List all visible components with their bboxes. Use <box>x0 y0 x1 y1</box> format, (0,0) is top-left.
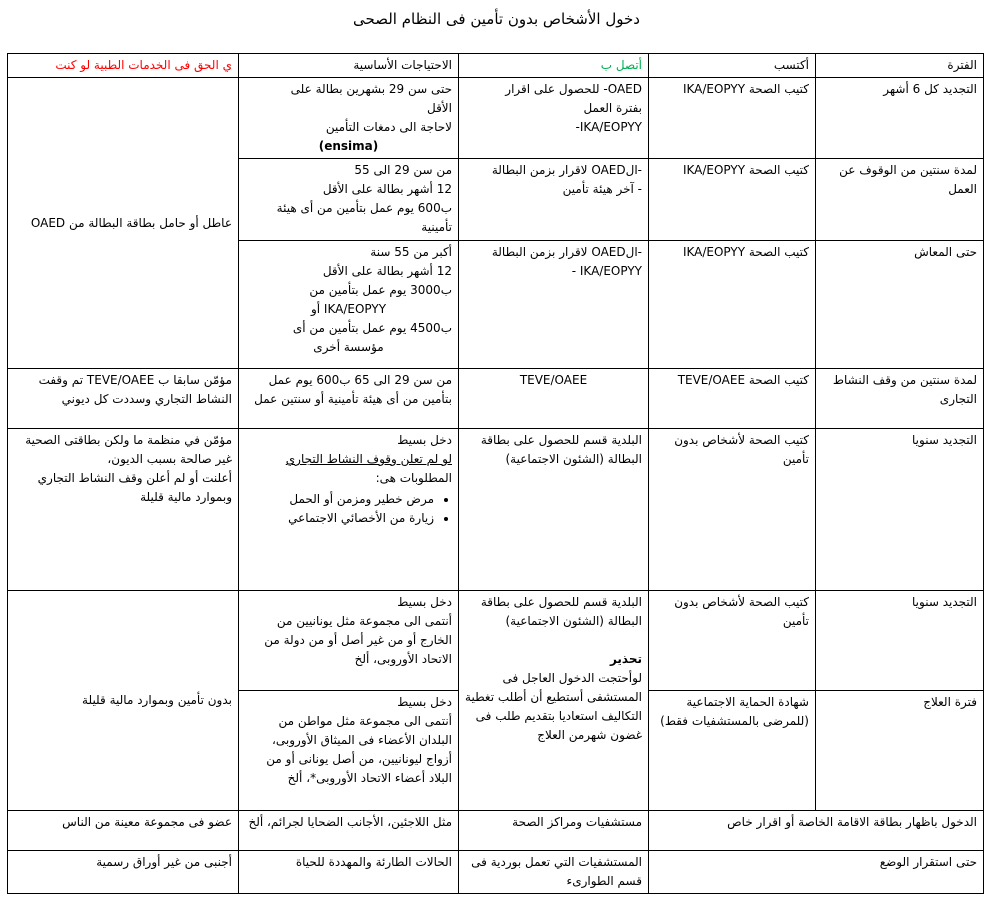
cell-period: حتى المعاش <box>816 241 984 369</box>
text-line: 12 أشهر بطالة على الأقل <box>322 264 452 278</box>
header-contact: أتصل ب <box>459 54 649 78</box>
cell-contact: المستشفيات التي تعمل بوردية فى قسم الطوارىء <box>459 851 649 894</box>
text-line: أنتمى الى مجموعة مثل يونانيين من الخارج أو من غير أصل أو من دولة من الاتحاد الأوروبى، ألخ <box>264 614 452 666</box>
cell-obtain: كتيب الصحة IKA/EOPYY <box>649 78 816 159</box>
text-line: دخل بسيط <box>397 433 452 447</box>
cell-period: التجديد كل 6 أشهر <box>816 78 984 159</box>
cell-period: لمدة سنتين من الوقوف عن العمل <box>816 159 984 241</box>
cell-requirements <box>239 691 459 811</box>
text-line: (ensima) <box>318 139 379 153</box>
cell-entitled: أجنبى من غير أوراق رسمية <box>8 851 239 894</box>
cell-obtain: كتيب الصحة IKA/EOPYY <box>649 241 816 369</box>
text-line: بفترة العمل <box>583 101 642 115</box>
cell-entitled: عاطل أو حامل بطاقة البطالة من OAED <box>8 78 239 369</box>
cell-contact <box>459 241 649 369</box>
cell-requirements <box>239 591 459 691</box>
table-row <box>8 78 984 159</box>
text-line: وبموارد مالية قليلة <box>140 490 232 504</box>
text-line: حتى سن 29 بشهرين بطالة على <box>290 82 452 96</box>
cell-period: حتى استقرار الوضع <box>649 851 984 894</box>
text-line: أنتمى الى مجموعة مثل مواطن من البلدان الأعضاء فى الميثاق الأوروبى، أزواج ليونانيين، من أصل يونانى أو من البلاد أعضاء الاتحاد الأوروبى*، ألخ <box>266 714 452 785</box>
cell-entitled <box>8 429 239 591</box>
cell-contact <box>459 591 649 811</box>
text-line: الأقل <box>426 101 452 115</box>
cell-contact <box>459 78 649 159</box>
cell-period: الدخول باظهار بطاقة الاقامة الخاصة أو اقرار خاص <box>649 811 984 851</box>
text-line: لو لم تعلن وقوف النشاط التجاري <box>285 452 452 466</box>
cell-obtain: كتيب الصحة لأشخاص بدون تأمين <box>649 591 816 691</box>
cell-obtain: شهادة الحماية الاجتماعية (للمرضى بالمستشفيات فقط) <box>649 691 816 811</box>
cell-period: لمدة سنتين من وقف النشاط التجارى <box>816 369 984 429</box>
table-row <box>8 851 984 894</box>
text-line: مؤمّن في منظمة ما ولكن بطاقتى الصحية غير صالحة بسبب الديون، <box>25 433 232 466</box>
table-row <box>8 811 984 851</box>
cell-obtain: كتيب الصحة IKA/EOPYY <box>649 159 816 241</box>
list-item: • زيارة من الأخصائي الاجتماعي <box>245 509 434 528</box>
cell-contact: TEVE/OAEE <box>459 369 649 429</box>
text-line: ب3000 يوم عمل بتأمين من <box>309 283 452 297</box>
cell-contact: البلدية قسم للحصول على بطاقة البطالة (الشئون الاجتماعية) <box>459 429 649 591</box>
header-entitled: ي الحق فى الخدمات الطبية لو كنت <box>8 54 239 78</box>
text-line <box>465 631 642 650</box>
page-title: دخول الأشخاص بدون تأمين فى النظام الصحى <box>353 10 640 28</box>
cell-requirements: من سن 29 الى 65 ب600 يوم عمل بتأمين من أى هيئة تأمينية أو سنتين عمل <box>239 369 459 429</box>
cell-requirements <box>239 78 459 159</box>
table-row <box>8 429 984 591</box>
cell-contact <box>459 159 649 241</box>
table-row <box>8 591 984 691</box>
text-line: ب4500 يوم عمل بتأمين من أى <box>292 321 452 335</box>
cell-period: التجديد سنويا <box>816 591 984 691</box>
text-line: IKA/EOPYY- <box>575 120 642 134</box>
text-line: من سن 29 الى 55 <box>354 163 452 177</box>
list-item: • مرض خطير ومزمن أو الحمل <box>245 490 434 509</box>
header-row <box>8 54 984 78</box>
cell-period: التجديد سنويا <box>816 429 984 591</box>
text-line: مؤسسة أخرى <box>313 340 384 354</box>
cell-obtain: كتيب الصحة TEVE/OAEE <box>649 369 816 429</box>
requirements-list <box>245 490 452 528</box>
text-line: -الOAED لاقرار بزمن البطالة <box>491 163 642 177</box>
cell-requirements <box>239 429 459 591</box>
text-line: دخل بسيط <box>397 695 452 709</box>
text-line: أعلنت أو لم أعلن وقف النشاط التجاري <box>37 471 232 485</box>
text-line: المطلوبات هى: <box>375 471 452 485</box>
info-table <box>7 53 984 894</box>
header-period: الفترة <box>816 54 984 78</box>
text-line: - آخر هيئة تأمين <box>562 182 642 196</box>
cell-requirements: مثل اللاجئين، الأجانب الضحايا لجرائم، ألخ <box>239 811 459 851</box>
text-line: IKA/EOPYY أو <box>310 302 387 316</box>
cell-entitled: مؤمّن سابقا ب TEVE/OAEE تم وقفت النشاط التجاري وسددت كل ديوني <box>8 369 239 429</box>
cell-obtain: كتيب الصحة لأشخاص بدون تأمين <box>649 429 816 591</box>
cell-requirements: الحالات الطارئة والمهددة للحياة <box>239 851 459 894</box>
text-line: ب600 يوم عمل بتأمين من أى هيئة تأمينية <box>276 201 452 234</box>
warning-title: تحذير <box>609 652 642 666</box>
cell-contact: مستشفيات ومراكز الصحة <box>459 811 649 851</box>
text-line: -الOAED لاقرار بزمن البطالة <box>491 245 642 259</box>
warning-text: لوأحتجت الدخول العاجل فى المستشفى أستطيع أن أطلب تغطية التكاليف استعاديا بتقديم طلب فى غضون شهرمن العلاج <box>465 671 642 742</box>
text-line: لاحاجة الى دمغات التأمين <box>325 120 452 134</box>
cell-period: فترة العلاج <box>816 691 984 811</box>
text-line: IKA/EOPYY - <box>571 264 642 278</box>
text-line: البلدية قسم للحصول على بطاقة البطالة (الشئون الاجتماعية) <box>480 595 642 628</box>
text-line: أكبر من 55 سنة <box>370 245 452 259</box>
cell-entitled: عضو فى مجموعة معينة من الناس <box>8 811 239 851</box>
header-obtain: أكتسب <box>649 54 816 78</box>
text-line: دخل بسيط <box>397 595 452 609</box>
header-requirements: الاحتياجات الأساسية <box>239 54 459 78</box>
cell-requirements <box>239 159 459 241</box>
text-line: 12 أشهر بطالة على الأقل <box>322 182 452 196</box>
table-row <box>8 369 984 429</box>
cell-entitled: بدون تأمين وبموارد مالية قليلة <box>8 591 239 811</box>
cell-requirements <box>239 241 459 369</box>
text-line: OAED- للحصول على اقرار <box>505 82 642 96</box>
